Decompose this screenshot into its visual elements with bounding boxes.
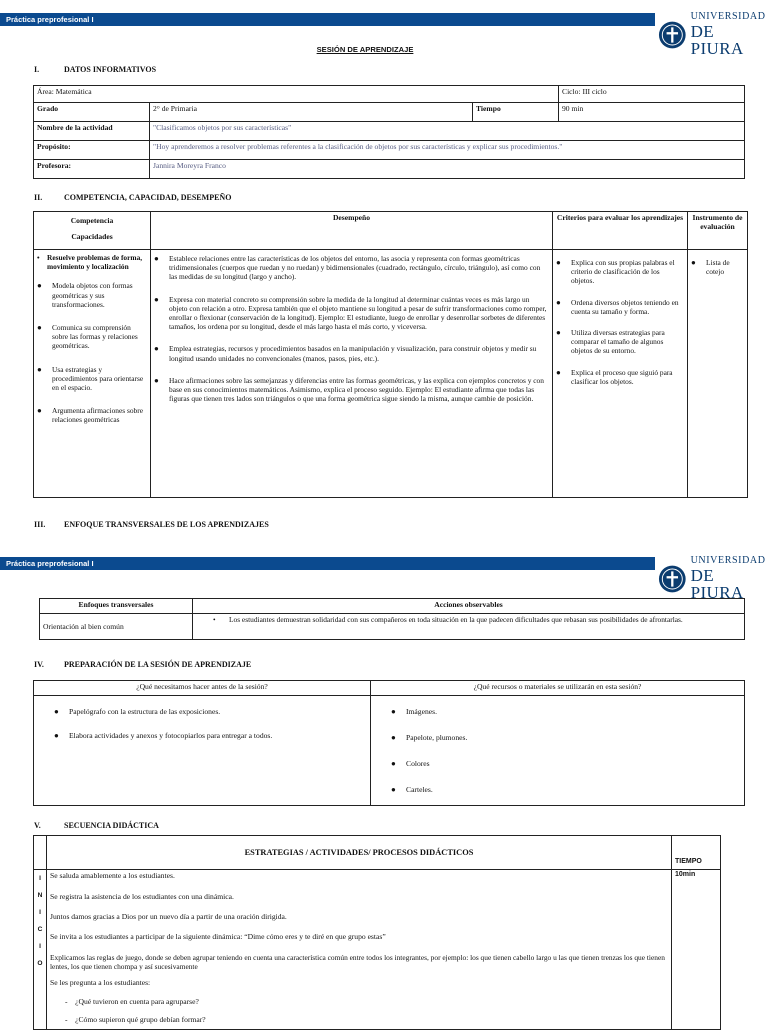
tiempo-header: TIEMPO — [672, 836, 721, 870]
list-item: ● Papelote, plumones. — [391, 733, 741, 742]
enfoques-header: Enfoques transversales — [40, 599, 193, 614]
desempenos-list — [154, 254, 549, 403]
university-logo-page-2 — [658, 556, 768, 601]
criterios-cell — [553, 250, 688, 498]
list-item: ● Carteles. — [391, 785, 741, 794]
list-item: Se invita a los estudiantes a participar de la siguiente dinámica: “Dime cómo eres y te diré en que grupo estas” — [50, 932, 386, 941]
section-4-heading: IV. PREPARACIÓN DE LA SESIÓN DE APRENDIZAJE — [34, 660, 252, 669]
acciones-header: Acciones observables — [193, 599, 745, 614]
competencia-main: • Resuelve problemas de forma, movimiento y localización — [37, 253, 143, 272]
list-item: ● Utiliza diversas estrategias para comparar el tamaño de algunos objetos de su entorno. — [556, 328, 684, 356]
capacidades-list — [37, 281, 147, 424]
capacidades-cell — [34, 250, 151, 498]
list-item: ● Usa estrategias y procedimientos para orientarse en el espacio. — [37, 365, 147, 393]
logo-line-2: DE PIURA — [690, 22, 744, 58]
university-seal-icon — [658, 564, 687, 594]
tiempo-label: Tiempo — [473, 103, 559, 122]
list-item: ● Establece relaciones entre las características de los objetos del entorno, las asocia y representa con formas geométricas tridimensionales (cuerpos que ruedan y no ruedan) y bidimensionales (cuadrado, rectángulo, círculo, triángulo), así como con las medidas de su longitud (largo y ancho). — [154, 254, 549, 282]
grado-value: 2° de Primaria — [150, 103, 473, 122]
actividad-value: "Clasificamos objetos por sus características" — [150, 122, 745, 141]
list-item: ● Emplea estrategias, recursos y procedimientos basados en la manipulación y visualización, para construir objetos y medir su longitud usando unidades no convencionales (manos, pasos, pies, etc.). — [154, 344, 549, 362]
datos-table — [33, 85, 745, 179]
enfoque-value: Orientación al bien común — [40, 614, 193, 640]
list-item: ● Explica con sus propias palabras el criterio de clasificación de los objetos. — [556, 258, 684, 286]
list-item: ● Argumenta afirmaciones sobre relaciones geométricas — [37, 406, 147, 424]
tiempo-value: 90 min — [559, 103, 745, 122]
enfoques-table — [39, 598, 745, 640]
section-2-heading: II. COMPETENCIA, CAPACIDAD, DESEMPEÑO — [34, 193, 232, 202]
logo-line-1: UNIVERSIDAD — [690, 555, 766, 566]
list-item: ● Hace afirmaciones sobre las semejanzas y diferencias entre las formas geométricas, y las explica con ejemplos concretos y con base en sus conocimientos matemáticos. Asimismo, explica el proceso seguido. Ejemplo: El estudiante afirma que todas las figuras que tienen tres lados son triángulos o que una forma geométrica sigue siendo la misma, aunque cambie de posición. — [154, 376, 549, 404]
competencia-header: Competencia Capacidades — [34, 212, 151, 250]
list-item: ● Modela objetos con formas geométricas y sus transformaciones. — [37, 281, 147, 309]
list-item: ● Comunica su comprensión sobre las formas y relaciones geométricas. — [37, 323, 147, 351]
practice-title: Práctica preprofesional I — [6, 15, 94, 24]
list-item: ● Expresa con material concreto su comprensión sobre la medida de la longitud al determinar cuántas veces es más largo un objeto con relación a otro. Expresa también que el objeto mantiene su longitud a pesar de sufrir transformaciones como romper, enrollar o flexionar (conservación de la longitud). Ejemplo: El estudiante, luego de enrollar y desenrollar sorbetes de diferentes tamaños, los ordena por su longitud, desde el más largo hasta el más corto, y viceversa. — [154, 295, 549, 332]
list-item: - ¿Qué tuvieron en cuenta para agruparse? — [65, 997, 199, 1006]
list-item: Se saluda amablemente a los estudiantes. — [50, 871, 175, 880]
inicio-activities — [47, 870, 672, 1030]
list-item: ● Papelógrafo con la estructura de las exposiciones. — [54, 707, 367, 716]
antes-header: ¿Qué necesitamos hacer antes de la sesión? — [34, 681, 371, 696]
proposito-label: Propósito: — [34, 141, 150, 160]
section-1-heading: I. DATOS INFORMATIVOS — [34, 65, 157, 74]
list-item: ● Elabora actividades y anexos y fotocopiarlos para entregar a todos. — [54, 731, 367, 740]
recursos-cell — [371, 696, 745, 806]
estrategias-header: ESTRATEGIAS / ACTIVIDADES/ PROCESOS DIDÁCTICOS — [47, 836, 672, 870]
list-item: Se registra la asistencia de los estudiantes con una dinámica. — [50, 892, 234, 901]
logo-line-2: DE PIURA — [690, 566, 744, 602]
list-item: ● Imágenes. — [391, 707, 741, 716]
proposito-value: "Hoy aprenderemos a resolver problemas referentes a la clasificación de objetos por sus características y explicar sus procedimientos." — [150, 141, 745, 160]
practice-title: Práctica preprofesional I — [6, 559, 94, 568]
document-title: SESIÓN DE APRENDIZAJE — [316, 45, 414, 54]
antes-cell — [34, 696, 371, 806]
secuencia-table — [33, 835, 721, 1030]
tiempo-inicio: 10min — [672, 870, 721, 1030]
instrumento-cell — [688, 250, 748, 498]
instrumento-header: Instrumento de evaluación — [688, 212, 748, 250]
grado-label: Grado — [34, 103, 150, 122]
area-cell: Área: Matemática — [34, 86, 559, 103]
list-item: - ¿Cómo supieron qué grupo debían formar? — [65, 1015, 206, 1024]
list-item: Explicamos las reglas de juego, donde se deben agrupar teniendo en cuenta una característica común entre todos los integrantes, por ejemplo: los que tienen cabello largo u las que tienen trenzas los que tienen lentes, los que tienen chompa y así sucesivamente — [50, 953, 665, 972]
criterios-header: Criterios para evaluar los aprendizajes — [553, 212, 688, 250]
section-5-heading: V. SECUENCIA DIDÁCTICA — [34, 821, 159, 830]
competencia-table — [33, 211, 748, 498]
inicio-vertical-label: I N I C I O — [34, 870, 47, 1030]
profesora-label: Profesora: — [34, 160, 150, 179]
list-item: ● Ordena diversos objetos teniendo en cuenta su tamaño y forma. — [556, 298, 684, 316]
list-item: ● Explica el proceso que siguió para clasificar los objetos. — [556, 368, 684, 386]
list-item: ● Lista de cotejo — [691, 258, 744, 276]
logo-line-1: UNIVERSIDAD — [690, 11, 766, 22]
section-3-heading: III. ENFOQUE TRANSVERSALES DE LOS APRENDIZAJES — [34, 520, 269, 529]
list-item: ● Colores — [391, 759, 741, 768]
criterios-list — [556, 258, 684, 386]
ciclo-cell: Ciclo: III ciclo — [559, 86, 745, 103]
recursos-header: ¿Qué recursos o materiales se utilizarán en esta sesión? — [371, 681, 745, 696]
desempenos-cell — [151, 250, 553, 498]
desempeno-header: Desempeño — [151, 212, 553, 250]
accion-value: • Los estudiantes demuestran solidaridad con sus compañeros en toda situación en la que padecen dificultades que rebasan sus posibilidades de afrontarlas. — [193, 614, 745, 640]
header-bar-page-2 — [0, 557, 655, 570]
profesora-value: Jannira Moreyra Franco — [150, 160, 745, 179]
list-item: Juntos damos gracias a Dios por un nuevo día a partir de una oración dirigida. — [50, 912, 287, 921]
actividad-label: Nombre de la actividad — [34, 122, 150, 141]
list-item: Se les pregunta a los estudiantes: — [50, 978, 151, 987]
header-bar — [0, 13, 655, 26]
preparacion-table — [33, 680, 745, 806]
